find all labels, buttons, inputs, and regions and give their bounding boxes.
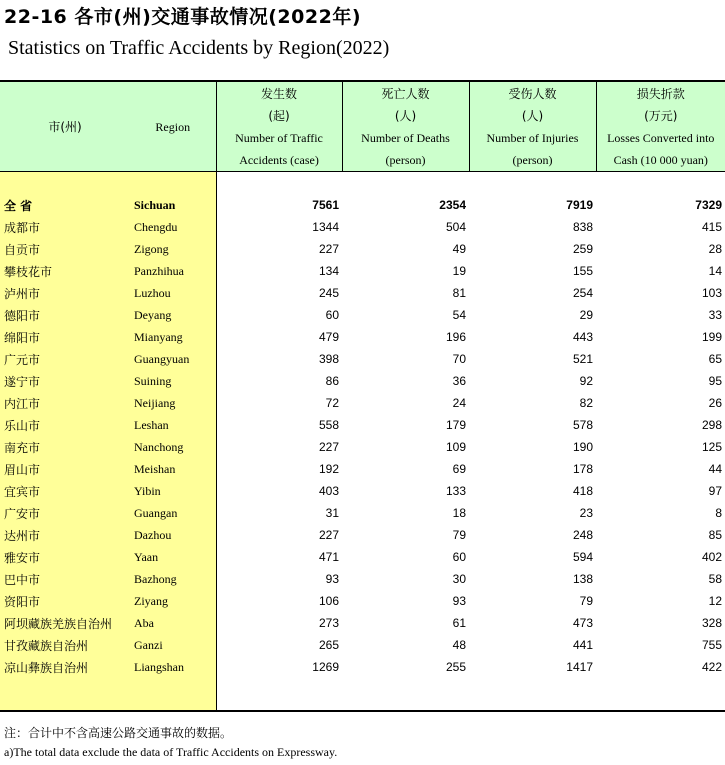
cell-deaths: 69 — [452, 462, 466, 476]
cell-accidents: 93 — [325, 572, 339, 586]
total-accidents: 7561 — [312, 198, 339, 212]
cell-region-cn: 宜宾市 — [0, 480, 130, 502]
cell-region-en: Deyang — [130, 304, 216, 326]
cell-deaths: 504 — [445, 220, 466, 234]
cell-region-cn: 广元市 — [0, 348, 130, 370]
table-row — [0, 304, 725, 326]
cell-region-cn: 泸州市 — [0, 282, 130, 304]
header-deaths-unit: (人) — [394, 108, 417, 123]
cell-region-en: Leshan — [130, 414, 216, 436]
cell-injuries: 521 — [572, 352, 593, 366]
cell-losses: 95 — [708, 374, 722, 388]
header-accidents-en2: Accidents (case) — [239, 152, 319, 167]
cell-deaths: 36 — [452, 374, 466, 388]
cell-deaths: 24 — [452, 396, 466, 410]
cell-injuries: 29 — [579, 308, 593, 322]
cell-region-cn: 甘孜藏族自治州 — [0, 634, 130, 656]
cell-accidents: 72 — [325, 396, 339, 410]
cell-losses: 44 — [708, 462, 722, 476]
cell-accidents: 245 — [318, 286, 339, 300]
cell-deaths: 109 — [445, 440, 466, 454]
cell-accidents: 60 — [325, 308, 339, 322]
cell-region-en: Luzhou — [130, 282, 216, 304]
cell-accidents: 86 — [325, 374, 339, 388]
header-region-en: Region — [130, 81, 216, 172]
cell-region-cn: 眉山市 — [0, 458, 130, 480]
cell-region-en: Ziyang — [130, 590, 216, 612]
table-row — [0, 436, 725, 458]
cell-region-en: Panzhihua — [130, 260, 216, 282]
cell-losses: 26 — [708, 396, 722, 410]
cell-losses: 298 — [701, 418, 722, 432]
table-row — [0, 260, 725, 282]
cell-injuries: 155 — [572, 264, 593, 278]
cell-deaths: 255 — [445, 660, 466, 674]
table-row — [0, 370, 725, 392]
cell-region-en: Mianyang — [130, 326, 216, 348]
cell-losses: 755 — [701, 638, 722, 652]
cell-deaths: 79 — [452, 528, 466, 542]
cell-accidents: 403 — [318, 484, 339, 498]
cell-losses: 8 — [715, 506, 722, 520]
header-losses-en2: Cash (10 000 yuan) — [613, 152, 708, 167]
cell-injuries: 190 — [572, 440, 593, 454]
cell-region-cn: 内江市 — [0, 392, 130, 414]
cell-region-en: Guangan — [130, 502, 216, 524]
cell-region-cn: 广安市 — [0, 502, 130, 524]
cell-accidents: 227 — [318, 242, 339, 256]
cell-deaths: 54 — [452, 308, 466, 322]
table-row — [0, 546, 725, 568]
table-row — [0, 414, 725, 436]
cell-losses: 33 — [708, 308, 722, 322]
table-end-row — [0, 678, 725, 711]
cell-injuries: 138 — [572, 572, 593, 586]
table-row — [0, 458, 725, 480]
cell-accidents: 31 — [325, 506, 339, 520]
cell-injuries: 259 — [572, 242, 593, 256]
cell-injuries: 838 — [572, 220, 593, 234]
cell-losses: 65 — [708, 352, 722, 366]
cell-region-cn: 遂宁市 — [0, 370, 130, 392]
cell-injuries: 443 — [572, 330, 593, 344]
cell-deaths: 49 — [452, 242, 466, 256]
cell-region-en: Yibin — [130, 480, 216, 502]
cell-losses: 58 — [708, 572, 722, 586]
cell-deaths: 19 — [452, 264, 466, 278]
cell-losses: 125 — [701, 440, 722, 454]
cell-accidents: 558 — [318, 418, 339, 432]
cell-region-en: Neijiang — [130, 392, 216, 414]
total-row — [0, 194, 725, 216]
header-accidents-cn: 发生数 — [260, 86, 297, 101]
cell-region-cn: 达州市 — [0, 524, 130, 546]
table-row — [0, 348, 725, 370]
cell-injuries: 254 — [572, 286, 593, 300]
cell-region-en: Suining — [130, 370, 216, 392]
cell-region-cn: 雅安市 — [0, 546, 130, 568]
header-losses — [596, 81, 725, 172]
cell-accidents: 471 — [318, 550, 339, 564]
cell-injuries: 248 — [572, 528, 593, 542]
cell-losses: 97 — [708, 484, 722, 498]
cell-deaths: 81 — [452, 286, 466, 300]
header-deaths-cn: 死亡人数 — [381, 86, 430, 101]
total-losses: 7329 — [695, 198, 722, 212]
cell-losses: 28 — [708, 242, 722, 256]
cell-losses: 415 — [701, 220, 722, 234]
table-title-cn: 22-16 各市(州)交通事故情况(2022年) — [4, 6, 361, 28]
cell-region-cn: 攀枝花市 — [0, 260, 130, 282]
cell-losses: 402 — [701, 550, 722, 564]
cell-deaths: 93 — [452, 594, 466, 608]
cell-region-en: Bazhong — [130, 568, 216, 590]
cell-region-cn: 自贡市 — [0, 238, 130, 260]
cell-deaths: 30 — [452, 572, 466, 586]
table-row — [0, 282, 725, 304]
table-row — [0, 502, 725, 524]
table-row — [0, 238, 725, 260]
cell-region-en: Chengdu — [130, 216, 216, 238]
header-accidents — [216, 81, 342, 172]
header-losses-en1: Losses Converted into — [607, 130, 715, 145]
cell-region-cn: 阿坝藏族羌族自治州 — [0, 612, 130, 634]
cell-region-cn: 凉山彝族自治州 — [0, 656, 130, 678]
cell-accidents: 227 — [318, 528, 339, 542]
cell-region-cn: 巴中市 — [0, 568, 130, 590]
header-injuries-en1: Number of Injuries — [486, 130, 579, 145]
header-injuries-en2: (person) — [512, 152, 553, 167]
traffic-accidents-table — [0, 80, 725, 712]
table-row — [0, 612, 725, 634]
table-row — [0, 656, 725, 678]
table-row — [0, 216, 725, 238]
cell-region-cn: 乐山市 — [0, 414, 130, 436]
cell-injuries: 23 — [579, 506, 593, 520]
table-row — [0, 392, 725, 414]
cell-region-en: Guangyuan — [130, 348, 216, 370]
header-deaths-en2: (person) — [385, 152, 426, 167]
cell-accidents: 1269 — [312, 660, 339, 674]
total-region-cn: 全 省 — [0, 194, 130, 216]
table-row — [0, 524, 725, 546]
spacer-row — [0, 172, 725, 195]
header-region-cn: 市(州) — [0, 81, 130, 172]
cell-region-cn: 资阳市 — [0, 590, 130, 612]
cell-region-cn: 南充市 — [0, 436, 130, 458]
cell-injuries: 82 — [579, 396, 593, 410]
cell-accidents: 227 — [318, 440, 339, 454]
cell-region-en: Yaan — [130, 546, 216, 568]
footnote-cn: 注：合计中不含高速公路交通事故的数据。 — [4, 726, 233, 740]
cell-region-en: Aba — [130, 612, 216, 634]
header-injuries — [469, 81, 596, 172]
cell-losses: 199 — [701, 330, 722, 344]
cell-accidents: 1344 — [312, 220, 339, 234]
total-injuries: 7919 — [566, 198, 593, 212]
cell-deaths: 179 — [445, 418, 466, 432]
cell-injuries: 473 — [572, 616, 593, 630]
header-injuries-cn: 受伤人数 — [508, 86, 557, 101]
table-row — [0, 326, 725, 348]
cell-losses: 422 — [701, 660, 722, 674]
cell-deaths: 196 — [445, 330, 466, 344]
cell-deaths: 18 — [452, 506, 466, 520]
cell-accidents: 192 — [318, 462, 339, 476]
cell-accidents: 273 — [318, 616, 339, 630]
header-losses-cn: 损失折款 — [636, 86, 685, 101]
cell-losses: 103 — [701, 286, 722, 300]
cell-region-en: Ganzi — [130, 634, 216, 656]
cell-region-en: Zigong — [130, 238, 216, 260]
cell-losses: 14 — [708, 264, 722, 278]
cell-injuries: 441 — [572, 638, 593, 652]
cell-region-en: Meishan — [130, 458, 216, 480]
header-injuries-unit: (人) — [521, 108, 544, 123]
cell-region-cn: 成都市 — [0, 216, 130, 238]
cell-injuries: 92 — [579, 374, 593, 388]
cell-losses: 12 — [708, 594, 722, 608]
table-row — [0, 568, 725, 590]
cell-accidents: 134 — [318, 264, 339, 278]
table-row — [0, 480, 725, 502]
header-deaths-en1: Number of Deaths — [361, 130, 450, 145]
total-region-en: Sichuan — [130, 194, 216, 216]
cell-region-en: Nanchong — [130, 436, 216, 458]
cell-losses: 85 — [708, 528, 722, 542]
cell-deaths: 61 — [452, 616, 466, 630]
cell-deaths: 48 — [452, 638, 466, 652]
cell-deaths: 133 — [445, 484, 466, 498]
cell-region-en: Liangshan — [130, 656, 216, 678]
cell-injuries: 418 — [572, 484, 593, 498]
cell-injuries: 1417 — [566, 660, 593, 674]
footnote-en: a)The total data exclude the data of Traffic Accidents on Expressway. — [4, 745, 338, 759]
cell-deaths: 70 — [452, 352, 466, 366]
cell-deaths: 60 — [452, 550, 466, 564]
header-accidents-en1: Number of Traffic — [235, 130, 323, 145]
header-row — [0, 81, 725, 172]
cell-injuries: 578 — [572, 418, 593, 432]
cell-region-en: Dazhou — [130, 524, 216, 546]
cell-injuries: 79 — [579, 594, 593, 608]
cell-injuries: 178 — [572, 462, 593, 476]
cell-region-cn: 德阳市 — [0, 304, 130, 326]
cell-losses: 328 — [701, 616, 722, 630]
table-title-en: Statistics on Traffic Accidents by Region(2022) — [8, 37, 390, 59]
table-row — [0, 590, 725, 612]
header-losses-unit: (万元) — [644, 108, 678, 123]
cell-accidents: 398 — [318, 352, 339, 366]
cell-accidents: 106 — [318, 594, 339, 608]
cell-accidents: 265 — [318, 638, 339, 652]
cell-accidents: 479 — [318, 330, 339, 344]
total-deaths: 2354 — [439, 198, 466, 212]
table-row — [0, 634, 725, 656]
header-accidents-unit: (起) — [268, 108, 290, 123]
cell-region-cn: 绵阳市 — [0, 326, 130, 348]
header-deaths — [342, 81, 469, 172]
cell-injuries: 594 — [572, 550, 593, 564]
